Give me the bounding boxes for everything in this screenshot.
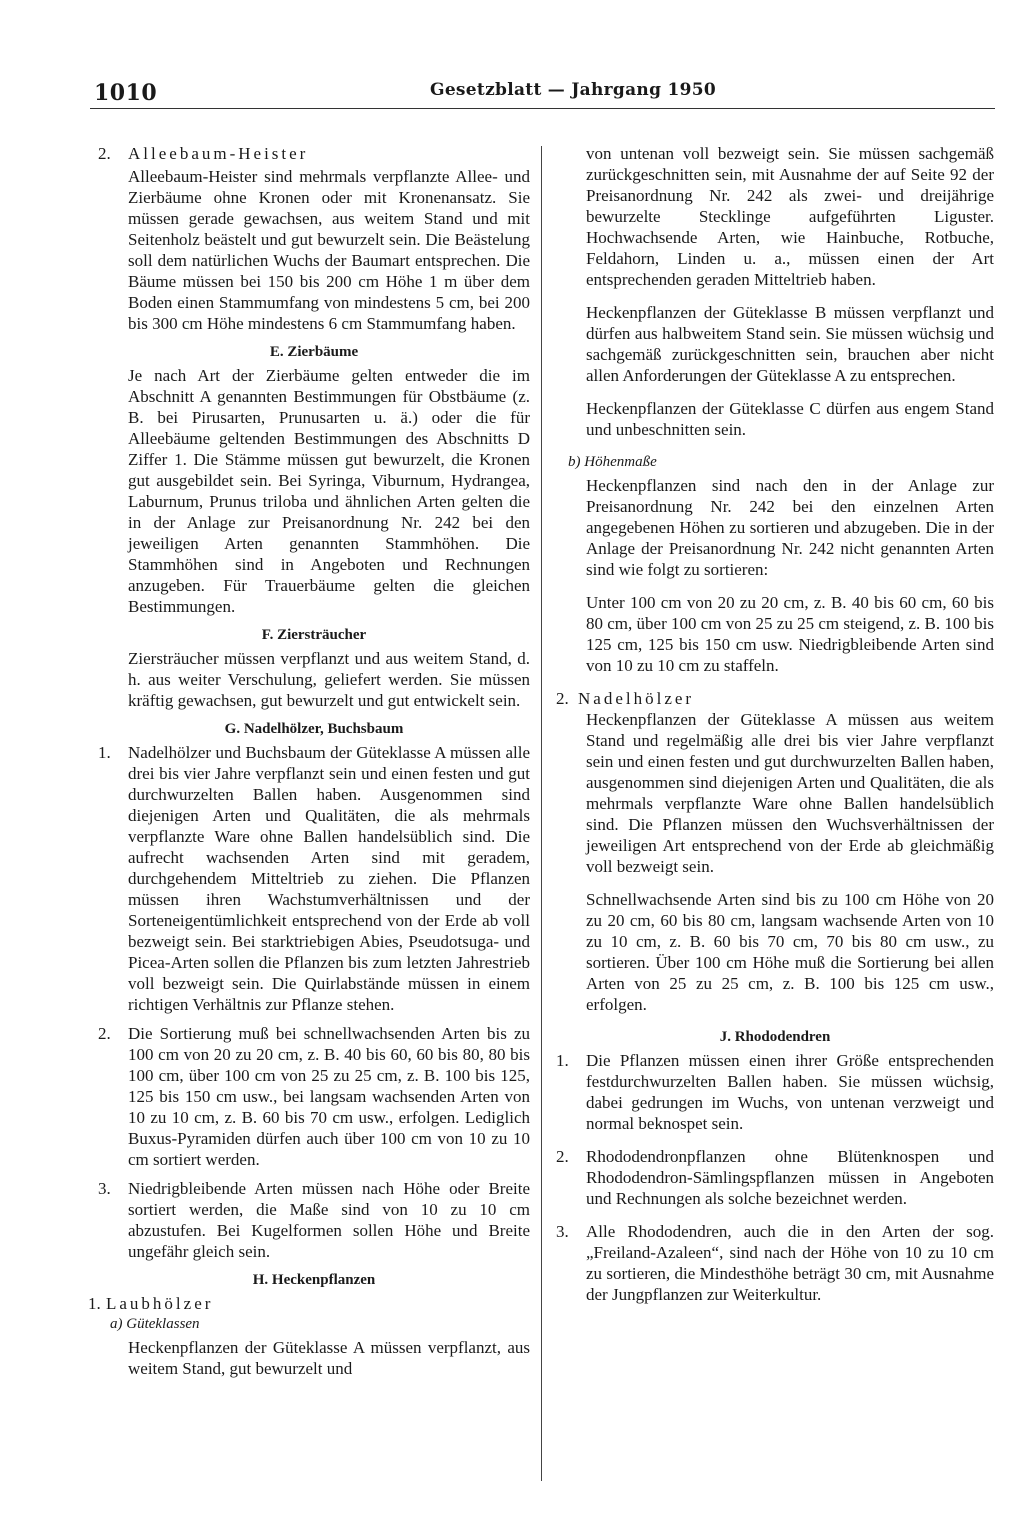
- page-number: 1010: [94, 80, 158, 106]
- section-h2-text: Heckenpflanzen der Güteklasse A müssen aus weitem Stand und regelmäßig alle drei bis vier Jahre verpflanzt sein und einen festen und gut durchwurzelten Ballen haben, ausgenommen sind diejenigen Arten und Qualitäten, die als mehrmals verpflanzte Ware ohne Ballen handelsüblich sind. Die Pflanzen müssen den Wuchsverhältnissen der jeweiligen Art entsprechend von der Erde ab gleichmäßig voll bezweigt sein.: [586, 710, 994, 876]
- list-text: Alle Rhododendren, auch die in den Arten der sog. „Freiland-Azaleen“, sind nach der Höhe von 10 zu 10 cm zu sortieren, die Mindesthöhe beträgt 30 cm, mit Ausnahme der Jungpflanzen zur Weiterkultur.: [586, 1222, 994, 1304]
- section-d2-text: Alleebaum-Heister sind mehrmals verpflanzte Allee- und Zierbäume ohne Kronen oder mit Kronenansatz. Sie müssen gerade gewachsen, aus weitem Stand und mit Seitenholz beästelt und gut bewurzelt sein. Die Beästelung soll dem natürlichen Wuchs der Baumart entsprechen. Die Bäume müssen bei 150 bis 200 cm Höhe 1 m über dem Boden einen Stammumfang von mindestens 5 cm, bei 200 bis 300 cm Höhe mindestens 6 cm Stammumfang haben.: [128, 167, 530, 333]
- right-column: [556, 143, 994, 1313]
- subsection-a-text: Heckenpflanzen der Güteklasse A müssen verpflanzt, aus weitem Stand, gut bewurzelt und: [128, 1338, 530, 1378]
- section-j-item: [556, 1221, 994, 1305]
- section-h1-title: Laubhölzer: [106, 1294, 214, 1313]
- list-text: Die Pflanzen müssen einen ihrer Größe entsprechenden festdurchwurzelten Ballen haben. Sie müssen wüchsig, dabei gedrungen im Wuchs, von untenan verzweigt und normal beknospet sein.: [586, 1051, 994, 1133]
- header-rule: [90, 108, 995, 109]
- section-h2: [556, 688, 994, 709]
- section-h2-text-2: Schnellwachsende Arten sind bis zu 100 cm Höhe von 20 zu 20 cm, 60 bis 80 cm, langsam wachsende Arten von 10 zu 10 cm, z. B. 60 bis 70 cm, 70 bis 80 cm usw., zu sortieren. Über 100 cm Höhe muß die Sortierung bei allen Arten von 25 zu 25 cm, z. B. 100 bis 125 cm usw., erfolgen.: [586, 890, 994, 1014]
- list-text: Nadelhölzer und Buchsbaum der Güteklasse A müssen alle drei bis vier Jahre verpflanzt sein und einen festen und gut durchwurzelten Ballen haben. Ausgenommen sind diejenigen Arten und Qualitäten, die als mehrmals verpflanzte Ware ohne Ballen handelsüblich sind. Die aufrecht wachsenden Arten sind mit geradem, durchgehendem Mitteltrieb zu ziehen. Die Pflanzen müssen ihren Wachstumverhältnissen und der Sorteneigentümlichkeit entsprechend von der Erde ab voll bezweigt sein. Bei starktriebigen Abies, Pseudotsuga- und Picea-Arten sollen die Pflanzen bis zum letzten Jahrestrieb voll bezweigt sein. Die Quirlabstände müssen in einem richtigen Verhältnis zur Pflanze stehen.: [128, 743, 530, 1014]
- section-g-item: [98, 1023, 530, 1170]
- list-number: 3.: [98, 1179, 111, 1198]
- section-f-heading: F. Ziersträucher: [261, 627, 367, 643]
- list-number: 1.: [556, 1051, 569, 1070]
- section-d2-number: 2.: [98, 144, 111, 163]
- continued-text: von untenan voll bezweigt sein. Sie müssen sachgemäß zurückgeschnitten sein, mit Ausnahme der auf Seite 92 der Preisanordnung Nr. 242 als zwei- und dreijährige bewurzelte Stecklinge aufgeführten Liguster. Hochwachsende Arten, wie Hainbuche, Rotbuche, Feldahorn, Linden u. a., müssen einen der Art entsprechenden geraden Mitteltrieb haben.: [586, 144, 994, 289]
- section-h2-number: 2.: [556, 689, 569, 708]
- list-text: Rhododendronpflanzen ohne Blütenknospen und Rhododendron-Sämlingspflanzen müssen in Angeboten und Rechnungen als solche bezeichnet werden.: [586, 1147, 994, 1208]
- list-text: Niedrigbleibende Arten müssen nach Höhe oder Breite sortiert werden, die Maße sind von 10 zu 10 cm abzustufen. Bei Kugelformen sollen Höhe und Breite ungefähr gleich sein.: [128, 1179, 530, 1261]
- left-column: [88, 143, 530, 1387]
- section-h-heading: H. Heckenpflanzen: [252, 1272, 376, 1288]
- list-number: 2.: [98, 1024, 111, 1043]
- section-e-heading: E. Zierbäume: [269, 344, 359, 360]
- list-number: 2.: [556, 1147, 569, 1166]
- section-d2: [98, 143, 530, 164]
- class-c-text: Heckenpflanzen der Güteklasse C dürfen aus engem Stand und unbeschnitten sein.: [586, 399, 994, 439]
- section-d2-title: Alleebaum-Heister: [128, 144, 309, 163]
- section-g-heading: G. Nadelhölzer, Buchsbaum: [224, 721, 404, 737]
- subsection-b-label: b) Höhenmaße: [568, 454, 657, 470]
- section-j-item: [556, 1146, 994, 1209]
- section-f-text: Ziersträucher müssen verpflanzt und aus weitem Stand, d. h. aus weiter Verschulung, geliefert werden. Sie müssen kräftig gewachsen, gut bewurzelt und gut entwickelt sein.: [128, 649, 530, 710]
- section-g-item: [98, 1178, 530, 1262]
- class-b-text: Heckenpflanzen der Güteklasse B müssen verpflanzt und dürfen aus halbweitem Stand sein. Sie müssen wüchsig und sachgemäß zurückgeschnitten sein, brauchen aber nicht allen Anforderungen der Güteklasse A zu entsprechen.: [586, 303, 994, 385]
- list-text: Die Sortierung muß bei schnellwachsenden Arten bis zu 100 cm von 20 zu 20 cm, z. B. 40 bis 60, 60 bis 80, 80 bis 100 cm, über 100 cm von 25 zu 25 cm, z. B. 100 bis 125, 125 bis 150 cm usw., bei langsam wachsenden Arten von 10 zu 10 cm, z. B. 60 bis 70 cm usw., erfolgen. Lediglich Buxus-Pyramiden dürfen auch über 100 cm von 10 zu 10 cm sortiert werden.: [128, 1024, 530, 1169]
- section-h1: [88, 1293, 530, 1314]
- column-divider: [541, 146, 542, 1481]
- subsection-b-text-2: Unter 100 cm von 20 zu 20 cm, z. B. 40 bis 60 cm, 60 bis 80 cm, über 100 cm von 25 zu 25 cm steigend, z. B. 100 bis 125 cm, 125 bis 150 cm usw. Niedrigbleibende Arten sind von 10 zu 10 cm zu staffeln.: [586, 593, 994, 675]
- subsection-b-text: Heckenpflanzen sind nach den in der Anlage zur Preisanordnung Nr. 242 bei den einzelnen Arten angegebenen Höhen zu sortieren und abzugeben. Die in der Anlage der Preisanordnung Nr. 242 nicht genannten Arten sind wie folgt zu sortieren:: [586, 476, 994, 579]
- section-j-heading: J. Rhododendren: [719, 1029, 831, 1045]
- running-header-title: Gesetzblatt — Jahrgang 1950: [430, 80, 716, 100]
- list-number: 1.: [98, 743, 111, 762]
- section-g-item: [98, 742, 530, 1015]
- section-h1-number: 1.: [88, 1294, 101, 1313]
- section-h2-title: Nadelhölzer: [578, 689, 695, 708]
- section-j-item: [556, 1050, 994, 1134]
- list-number: 3.: [556, 1222, 569, 1241]
- subsection-a-label: a) Güteklassen: [110, 1316, 200, 1332]
- section-e-text: Je nach Art der Zierbäume gelten entweder die im Abschnitt A genannten Bestimmungen für Obstbäume (z. B. bei Pirusarten, Prunusarten u. ä.) oder die für Alleebäume geltenden Bestimmungen des Abschnitts D Ziffer 1. Die Stämme müssen gut bewurzelt, die Kronen gut ausgebildet sein. Bei Syringa, Viburnum, Hydrangea, Laburnum, Prunus triloba und ähnlichen Arten gelten die in der Anlage zur Preisanordnung Nr. 242 bei den jeweiligen Arten genannten Stammhöhen. Die Stammhöhen sind in Angeboten und Rechnungen anzugeben. Für Trauerbäume gelten die gleichen Bestimmungen.: [128, 366, 530, 616]
